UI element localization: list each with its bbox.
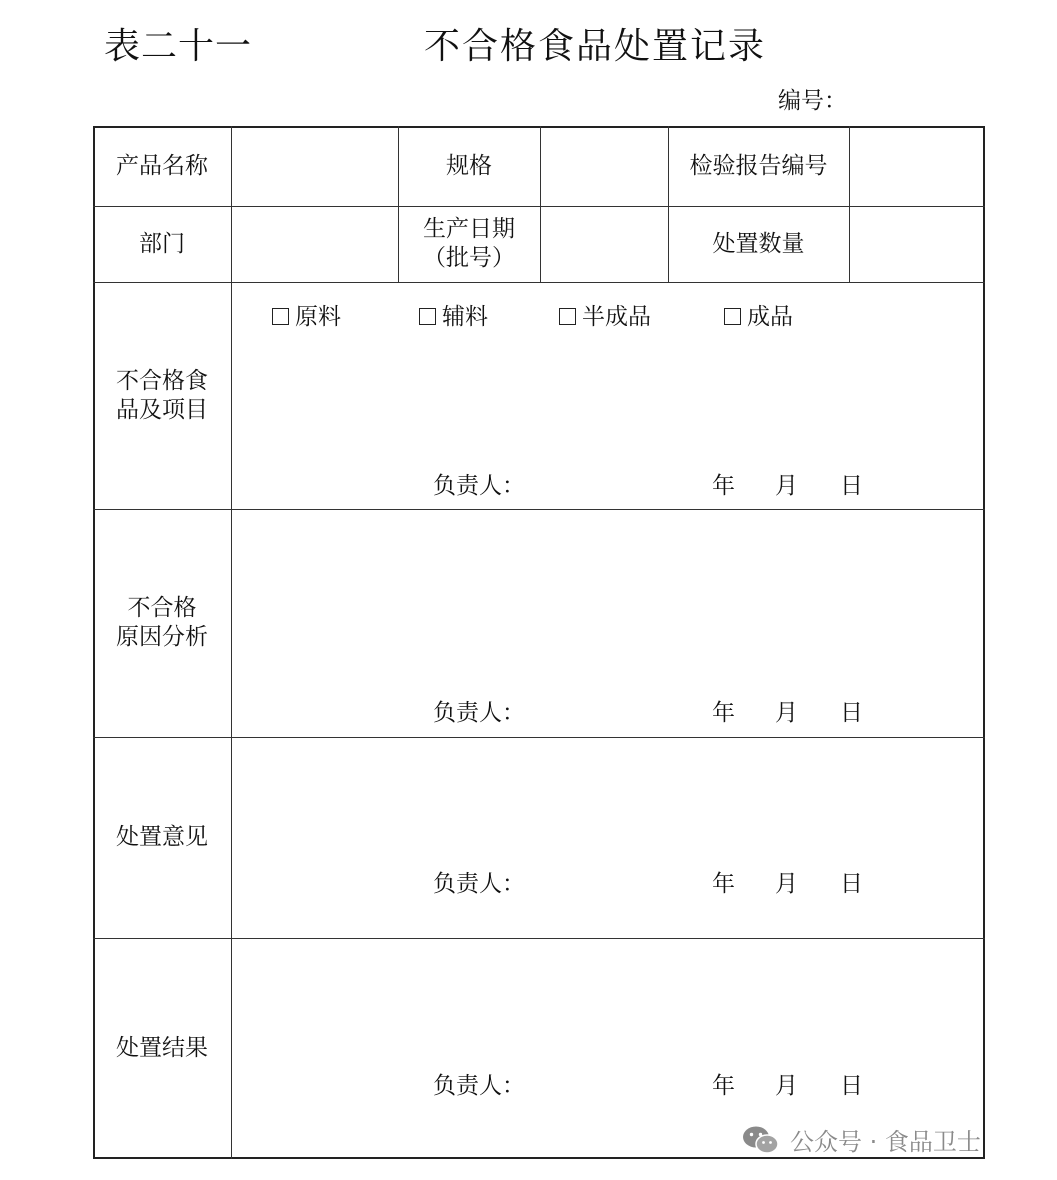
watermark xyxy=(742,1122,981,1157)
option-label: 原料 xyxy=(295,304,341,330)
responsible-person-label: 负责人： xyxy=(433,700,525,726)
nonconforming-item-label xyxy=(93,282,231,509)
responsible-person-label: 负责人： xyxy=(433,1073,525,1099)
spec-field[interactable] xyxy=(541,126,668,206)
product-name-label: 产品名称 xyxy=(116,152,208,179)
responsible-person-label: 负责人： xyxy=(433,473,525,499)
checkbox-icon[interactable] xyxy=(272,308,289,325)
quantity-field[interactable] xyxy=(850,206,985,282)
day-label: 日 xyxy=(840,871,863,897)
spec-label: 规格 xyxy=(446,152,492,179)
disposal-result-label: 处置结果 xyxy=(116,1035,208,1061)
day-label: 日 xyxy=(840,700,863,726)
department-field[interactable] xyxy=(232,206,398,282)
label-line: 不合格食 xyxy=(116,367,208,394)
cause-analysis-label xyxy=(93,509,231,737)
production-date-text: 生产日期 xyxy=(423,216,515,242)
year-label: 年 xyxy=(712,700,735,726)
checkbox-icon[interactable] xyxy=(724,308,741,325)
quantity-label: 处置数量 xyxy=(712,230,805,257)
report-number-field[interactable] xyxy=(850,126,985,206)
option-auxiliary[interactable] xyxy=(419,298,488,331)
year-label: 年 xyxy=(712,871,735,897)
product-name-field[interactable] xyxy=(232,126,398,206)
checkbox-icon[interactable] xyxy=(419,308,436,325)
wechat-icon xyxy=(742,1125,780,1155)
production-date-label xyxy=(398,206,540,282)
page-title: 不合格食品处置记录 xyxy=(424,26,767,67)
disposal-opinion-label: 处置意见 xyxy=(116,824,208,850)
batch-number-text: （批号） xyxy=(423,245,515,271)
year-label: 年 xyxy=(712,473,735,499)
month-label: 月 xyxy=(775,871,798,897)
label-line: 不合格 xyxy=(127,595,197,621)
label-line: 品及项目 xyxy=(116,396,208,423)
responsible-person-label: 负责人： xyxy=(433,871,525,897)
day-label: 日 xyxy=(840,1073,863,1099)
year-label: 年 xyxy=(712,1073,735,1099)
table-number: 表二十一 xyxy=(104,26,253,67)
department-label: 部门 xyxy=(139,230,185,257)
watermark-text: 公众号 · 食品卫士 xyxy=(790,1128,981,1156)
checkbox-icon[interactable] xyxy=(559,308,576,325)
month-label: 月 xyxy=(775,700,798,726)
label-line: 原因分析 xyxy=(116,624,208,650)
report-number-label: 检验报告编号 xyxy=(689,152,828,179)
option-semi-finished[interactable] xyxy=(559,298,651,331)
option-label: 成品 xyxy=(747,304,793,330)
serial-number-label: 编号： xyxy=(778,88,847,114)
option-raw-material[interactable] xyxy=(272,298,341,331)
option-label: 辅料 xyxy=(442,304,488,330)
option-label: 半成品 xyxy=(582,304,651,330)
option-finished[interactable] xyxy=(724,298,793,331)
month-label: 月 xyxy=(775,473,798,499)
day-label: 日 xyxy=(840,473,863,499)
production-date-field[interactable] xyxy=(541,206,668,282)
month-label: 月 xyxy=(775,1073,798,1099)
